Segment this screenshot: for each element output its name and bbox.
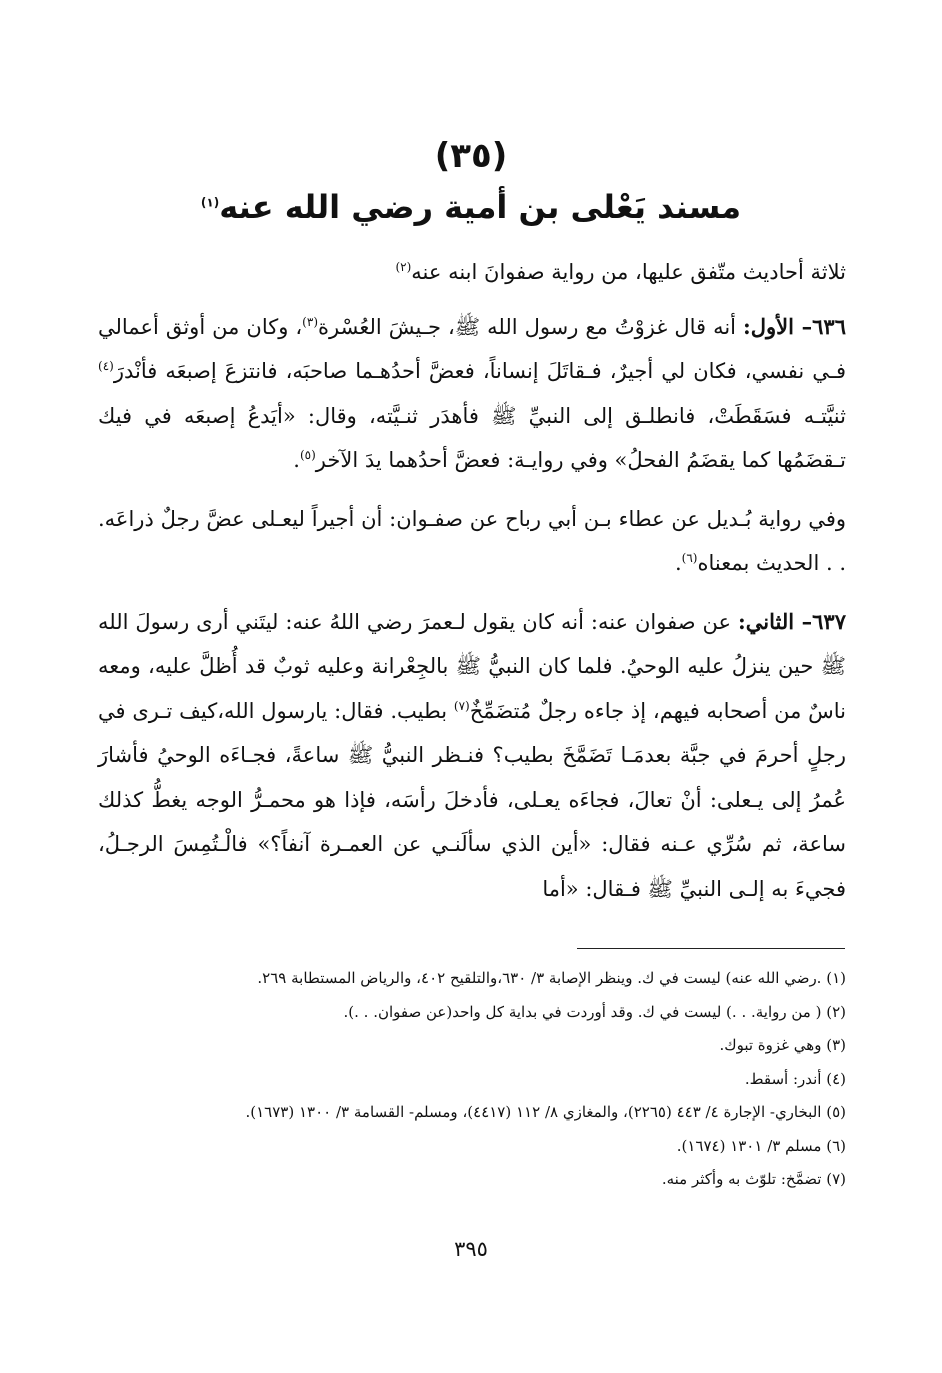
chapter-title-text: مسند يَعْلى بن أمية رضي الله عنه: [219, 188, 742, 226]
chapter-number: (٣٥): [434, 136, 508, 176]
subtitle: [98, 250, 846, 295]
paragraph-badil: [98, 497, 846, 586]
footnote-ref-3: (٣): [302, 314, 318, 329]
footnote: (٤) أندر: أسقط.: [744, 1069, 846, 1088]
footnote: (٦) مسلم ٣/ ١٣٠١ (١٦٧٤).: [676, 1136, 846, 1155]
hadith-636-text-4: .: [293, 448, 300, 472]
footnote-ref-7: (٧): [453, 698, 470, 713]
hadith-637: [98, 600, 846, 912]
footnote: (٧) تضمَّخ: تلوّث به وأكثر منه.: [661, 1170, 846, 1188]
footnote-ref-6: (٦): [681, 551, 698, 565]
hadith-637-label: ٦٣٧– الثاني:: [738, 608, 846, 634]
footnote-ref-5: (٥): [299, 448, 316, 462]
hadith-636-text-2: ، وكان من أوثق أعمالي فـي نفسي، فكان لي أجيرٌ، فـقاتَلَ إنساناً، فعضَّ أحدُهـما صاحبَه، فانتزعَ إصبعَه فأنْدرَ: [98, 314, 846, 383]
chapter-title: [100, 188, 842, 226]
hadith-637-text-1: عن صفوان عنه: أنه كان يقول لـعمرَ رضي اللهُ عنه: ليتَني أرى رسولَ الله ﷺ حين ينزلُ عليه الوحيُ. فلما كان النبيُّ ﷺ بالجِعْرانة وعليه ثوبٌ قد أُظلَّ عليه، ومعه ناسٌ من أصحابه فيهم، إذ جاءه رجلٌ مُتضَمِّخٌ: [98, 609, 847, 723]
footnote-ref-1: (١): [200, 195, 220, 210]
hadith-636-label: ٦٣٦– الأول:: [743, 313, 846, 339]
hadith-636-text-3: ثنيَّتـه فسَقَطَتْ، فانطلـق إلى النبيِّ ﷺ فأهدَر ثنـيَّته، وقال: «أيَدعُ إصبعَه في فيك تـقضَمُها كما يقضَمُ الفحلُ» وفي روايـة: فعضَّ أحدُهما يدَ الآخر: [98, 403, 846, 472]
hadith-636-text-1: أنه قال غزوْتُ مع رسول الله ﷺ، جـيشَ العُسْرة: [318, 314, 737, 339]
hadith-636: [98, 305, 846, 483]
hadith-637-text-2: بطيب. فقال: يارسول الله،كيف تـرى في رجلٍ أحرمَ في جبَّة بعدمَـا تَضَمَّخَ بطيب؟ فنـظر النبيُّ ﷺ ساعةً، فجـاءَه الوحيُ فأشارَ عُمرُ إلى يـعلى: أنْ تعالَ، فجاءَه يعـلى، فأدخلَ رأسَه، فإذا هو محمـرُّ الوجه يغطُّ كذلك ساعة، ثم سُرِّي عـنه فقال: «أين الذي سألَنـي عن العمـرة آنفاً؟» فالْـتُمِسَ الرجـلُ، فجيءَ به إلـى النبيِّ ﷺ فـقال: «أما: [98, 698, 846, 901]
subtitle-text: ثلاثة أحاديث متّفق عليها، من رواية صفوانَ ابنه عنه: [411, 260, 846, 284]
footnotes: [120, 962, 846, 1197]
footnote: (١) .رضي الله عنه) ليست في ك. وينظر الإصابة ٣/ ٦٣٠،والتلقيح ٤٠٢، والرياض المستطابة ٢٦٩.: [257, 969, 846, 987]
paragraph-badil-end: .: [674, 551, 682, 575]
footnote-ref-2: (٢): [395, 260, 412, 274]
page-number: ٣٩٥: [454, 1237, 488, 1261]
footnote: (٥) البخاري- الإجارة ٤/ ٤٤٣ (٢٢٦٥)، والمغازي ٨/ ١١٢ (٤٤١٧)، ومسلم- القسامة ٣/ ١٣٠٠ (١٦٧٣).: [245, 1103, 846, 1121]
footnote: (٣) وهي غزوة تبوك.: [719, 1036, 846, 1054]
footnote-ref-4: (٤): [98, 359, 114, 373]
footnote: (٢) ( من رواية. . .) ليست في ك. وقد أوردت في بداية كل واحد(عن صفوان. . .).: [343, 1002, 846, 1021]
main-text: [98, 250, 846, 911]
paragraph-badil-text: وفي رواية بُـديل عن عطاء بـن أبي رباح عن صفـوان: أن أجيراً ليعـلى عضَّ رجلٌ ذراعَه. . . الحديث بمعناه: [98, 506, 846, 575]
footnote-separator: [577, 948, 845, 949]
